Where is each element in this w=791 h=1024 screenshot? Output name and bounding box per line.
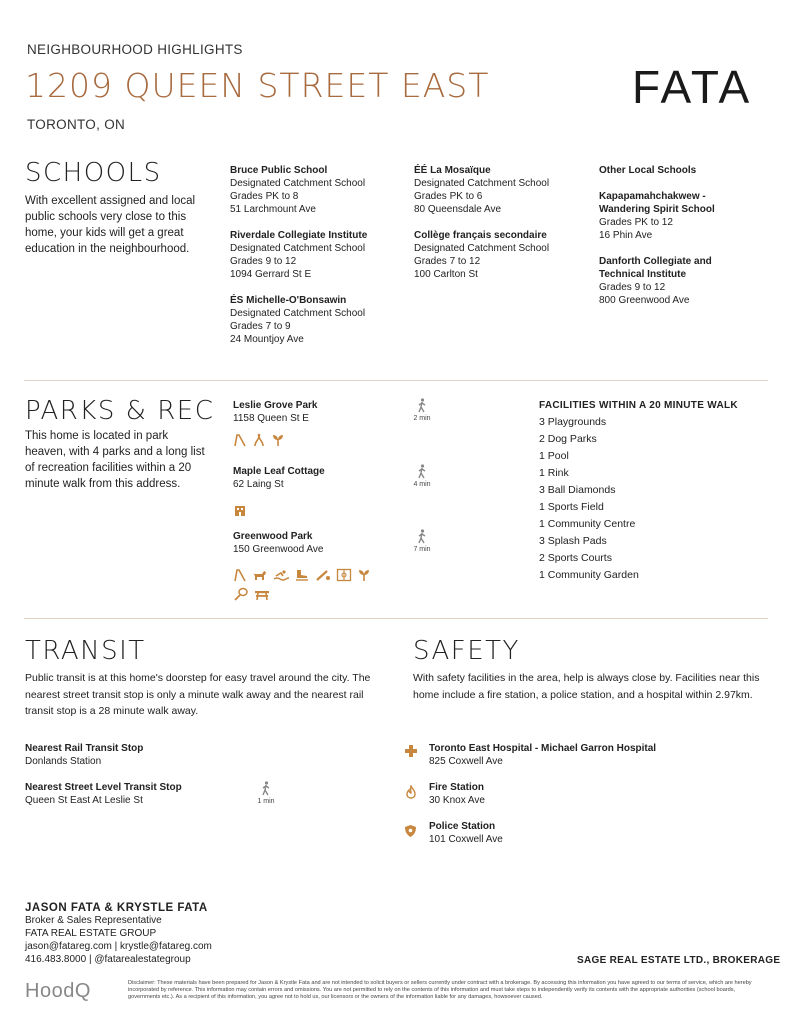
safety-intro: With safety facilities in the area, help is always close by. Facilities near this home include a fire station, a police station, and a hospital within 2.97km. bbox=[413, 672, 760, 701]
picnic-bench-icon bbox=[254, 587, 270, 601]
walk-time-label: 2 min bbox=[413, 415, 431, 422]
facility-item: 1 Community Garden bbox=[539, 569, 639, 581]
rail-transit-value: Donlands Station bbox=[25, 756, 102, 767]
safety-name: Toronto East Hospital - Michael Garron Hospital bbox=[429, 743, 657, 754]
school-grades: Grades PK to 12 bbox=[599, 217, 673, 228]
school-name: Riverdale Collegiate Institute bbox=[230, 230, 368, 241]
brand-logo: FATA bbox=[632, 61, 753, 113]
school-name-cont: Wandering Spirit School bbox=[599, 204, 715, 215]
park-amenities bbox=[233, 503, 247, 517]
city-label: TORONTO, ON bbox=[27, 117, 126, 132]
safety-title: SAFETY bbox=[413, 636, 520, 666]
safety-address: 30 Knox Ave bbox=[429, 795, 485, 806]
school-address: 24 Mountjoy Ave bbox=[230, 334, 304, 345]
facilities-heading: FACILITIES WITHIN A 20 MINUTE WALK bbox=[539, 400, 738, 411]
sports-court-racket-icon bbox=[233, 587, 249, 601]
community-centre-icon bbox=[233, 503, 247, 517]
school-name: Danforth Collegiate and bbox=[599, 256, 712, 267]
facility-item: 1 Community Centre bbox=[539, 518, 636, 530]
walk-time-badge bbox=[402, 464, 442, 488]
school-name-cont: Technical Institute bbox=[599, 269, 687, 280]
school-address: 80 Queensdale Ave bbox=[414, 204, 502, 215]
safety-entry bbox=[429, 781, 769, 807]
street-transit-label: Nearest Street Level Transit Stop bbox=[25, 782, 182, 793]
school-entry bbox=[230, 164, 405, 216]
facility-item: 1 Rink bbox=[539, 467, 569, 479]
school-type: Designated Catchment School bbox=[414, 243, 550, 254]
facility-item: 2 Dog Parks bbox=[539, 433, 597, 445]
school-column-1 bbox=[230, 164, 405, 346]
park-address: 1158 Queen St E bbox=[233, 413, 309, 424]
hoodq-logo: HoodQ bbox=[25, 980, 91, 1002]
facility-item: 3 Ball Diamonds bbox=[539, 484, 616, 496]
parks-intro: This home is located in park heaven, with 4 parks and a long list of recreation facilities within a 20 minute walk from this address. bbox=[25, 430, 205, 490]
school-type: Designated Catchment School bbox=[230, 178, 366, 189]
agent-emails[interactable]: jason@fatareg.com | krystle@fatareg.com bbox=[25, 941, 212, 952]
walk-time-badge bbox=[402, 529, 442, 553]
community-garden-icon bbox=[271, 433, 285, 447]
school-grades: Grades 9 to 12 bbox=[230, 256, 297, 267]
school-type: Designated Catchment School bbox=[230, 308, 366, 319]
school-address: 1094 Gerrard St E bbox=[230, 269, 312, 280]
park-name: Leslie Grove Park bbox=[233, 400, 318, 411]
rail-transit-entry bbox=[25, 742, 245, 768]
street-transit-entry bbox=[25, 781, 245, 807]
parks-title: PARKS & REC bbox=[25, 396, 215, 426]
section-divider bbox=[24, 618, 768, 619]
school-grades: Grades 7 to 12 bbox=[414, 256, 481, 267]
school-name: Bruce Public School bbox=[230, 165, 328, 176]
agent-phone-social[interactable]: 416.483.8000 | @fatarealestategroup bbox=[25, 954, 191, 965]
brokerage-name: SAGE REAL ESTATE LTD., BROKERAGE bbox=[577, 955, 781, 966]
school-entry bbox=[414, 164, 584, 216]
facility-item: 1 Sports Field bbox=[539, 501, 604, 513]
page-title: 1209 QUEEN STREET EAST bbox=[25, 66, 490, 105]
agent-names: JASON FATA & KRYSTLE FATA bbox=[25, 902, 208, 914]
walk-time-label: 7 min bbox=[413, 546, 431, 553]
park-address: 150 Greenwood Ave bbox=[233, 544, 324, 555]
park-name: Maple Leaf Cottage bbox=[233, 466, 325, 477]
school-grades: Grades 9 to 12 bbox=[599, 282, 666, 293]
facilities-list bbox=[539, 414, 759, 584]
community-garden-icon bbox=[357, 568, 371, 582]
section-divider bbox=[24, 380, 768, 381]
transit-title: TRANSIT bbox=[25, 636, 146, 666]
school-address: 51 Larchmount Ave bbox=[230, 204, 316, 215]
hospital-cross-icon bbox=[404, 744, 418, 758]
park-amenities bbox=[233, 568, 371, 582]
park-address: 62 Laing St bbox=[233, 479, 284, 490]
pool-icon bbox=[273, 568, 289, 582]
walking-person-icon bbox=[261, 781, 271, 796]
safety-address: 825 Coxwell Ave bbox=[429, 756, 503, 767]
school-address: 100 Carlton St bbox=[414, 269, 478, 280]
ball-diamond-icon bbox=[315, 568, 331, 582]
park-entry bbox=[233, 530, 393, 556]
park-entry bbox=[233, 465, 393, 491]
disclaimer-text: Disclaimer: These materials have been prepared for Jason & Krystle Fata and are not intended to solicit buyers or sellers currently under contract with a brokerage. By accessing this information you have agreed to our terms of service, which are hereby incorporated by reference. This information may contain errors and omissions. You are not permitted to rely on the contents of this information and must take steps to independently verify its contents with the appropriate authorities (school boards, governments etc.). As a recipient of this information, you agree not to hold us, our licensors or the owners of the information liable for any damages, howsoever caused. bbox=[128, 980, 752, 1001]
rail-transit-label: Nearest Rail Transit Stop bbox=[25, 743, 144, 754]
splash-pad-icon bbox=[252, 433, 266, 447]
school-grades: Grades PK to 6 bbox=[414, 191, 483, 202]
school-entry bbox=[599, 190, 769, 242]
school-name: Collège français secondaire bbox=[414, 230, 547, 241]
safety-entry bbox=[429, 820, 769, 846]
playground-slide-icon bbox=[233, 433, 247, 447]
school-name: Kapapamahchakwew - bbox=[599, 191, 706, 202]
school-grades: Grades PK to 8 bbox=[230, 191, 299, 202]
facility-item: 2 Sports Courts bbox=[539, 552, 612, 564]
agent-group: FATA REAL ESTATE GROUP bbox=[25, 928, 157, 939]
agent-contact-block bbox=[25, 902, 345, 966]
walk-time-label: 4 min bbox=[413, 481, 431, 488]
flame-icon bbox=[405, 785, 417, 799]
school-address: 800 Greenwood Ave bbox=[599, 295, 690, 306]
transit-intro: Public transit is at this home's doorstep for easy travel around the city. The nearest street transit stop is only a minute walk away and the nearest rail transit stop is a 28 minute walk away. bbox=[25, 672, 371, 717]
walk-time-badge bbox=[402, 398, 442, 422]
facility-item: 1 Pool bbox=[539, 450, 569, 462]
safety-address: 101 Coxwell Ave bbox=[429, 834, 503, 845]
walk-time-badge bbox=[246, 781, 286, 805]
walk-time-label: 1 min bbox=[257, 798, 275, 805]
school-name: ÉS Michelle-O'Bonsawin bbox=[230, 295, 347, 306]
schools-title: SCHOOLS bbox=[25, 158, 162, 188]
park-amenities-row-2 bbox=[233, 587, 270, 601]
playground-slide-icon bbox=[233, 568, 247, 582]
park-amenities bbox=[233, 433, 285, 447]
school-column-2 bbox=[414, 164, 584, 281]
agent-role: Broker & Sales Representative bbox=[25, 915, 162, 926]
walking-person-icon bbox=[417, 398, 427, 413]
school-entry bbox=[230, 229, 405, 281]
school-entry bbox=[414, 229, 584, 281]
sports-field-icon bbox=[336, 568, 352, 582]
walking-person-icon bbox=[417, 464, 427, 479]
walking-person-icon bbox=[417, 529, 427, 544]
park-entry bbox=[233, 399, 393, 425]
other-schools-heading: Other Local Schools bbox=[599, 165, 697, 176]
rink-skate-icon bbox=[294, 568, 310, 582]
kicker-label: NEIGHBOURHOOD HIGHLIGHTS bbox=[27, 42, 243, 57]
school-column-3 bbox=[599, 164, 769, 307]
safety-entry bbox=[429, 742, 769, 768]
safety-name: Police Station bbox=[429, 821, 496, 832]
school-type: Designated Catchment School bbox=[414, 178, 550, 189]
police-shield-icon bbox=[404, 824, 417, 838]
school-entry bbox=[599, 255, 769, 307]
school-type: Designated Catchment School bbox=[230, 243, 366, 254]
park-name: Greenwood Park bbox=[233, 531, 313, 542]
school-entry bbox=[230, 294, 405, 346]
facility-item: 3 Playgrounds bbox=[539, 416, 607, 428]
facility-item: 3 Splash Pads bbox=[539, 535, 607, 547]
schools-intro: With excellent assigned and local public schools very close to this home, your kids will get a great education in the neighbourhood. bbox=[25, 195, 196, 255]
street-transit-value: Queen St East At Leslie St bbox=[25, 795, 143, 806]
dog-park-icon bbox=[252, 568, 268, 582]
safety-name: Fire Station bbox=[429, 782, 485, 793]
school-grades: Grades 7 to 9 bbox=[230, 321, 291, 332]
school-address: 16 Phin Ave bbox=[599, 230, 653, 241]
school-name: ÉÉ La Mosaïque bbox=[414, 165, 491, 176]
